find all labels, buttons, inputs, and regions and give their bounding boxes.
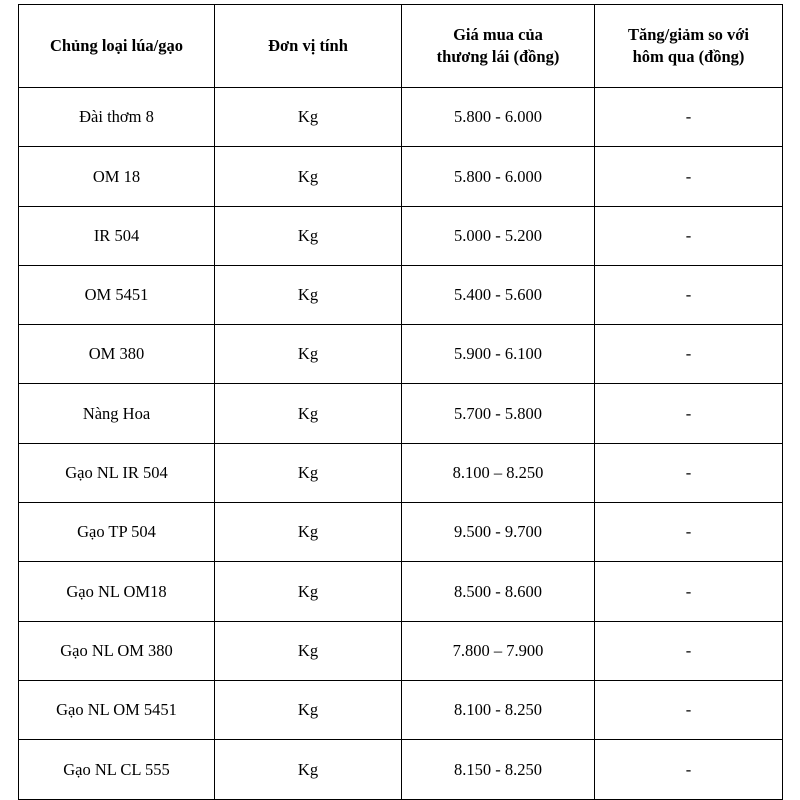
cell-change: - bbox=[595, 384, 783, 443]
table-row bbox=[19, 384, 783, 443]
table-row bbox=[19, 206, 783, 265]
cell-unit: Kg bbox=[215, 384, 402, 443]
cell-change: - bbox=[595, 88, 783, 147]
column-header-unit-line-1: Đơn vị tính bbox=[268, 36, 348, 56]
cell-rice-type: Gạo NL CL 555 bbox=[19, 740, 215, 799]
cell-rice-type: Gạo NL OM 380 bbox=[19, 621, 215, 680]
cell-change: - bbox=[595, 740, 783, 799]
cell-price: 5.800 - 6.000 bbox=[402, 147, 595, 206]
cell-price: 8.100 – 8.250 bbox=[402, 443, 595, 502]
table-header-row bbox=[19, 5, 783, 88]
table-row bbox=[19, 265, 783, 324]
cell-unit: Kg bbox=[215, 680, 402, 739]
column-header-price bbox=[402, 5, 595, 88]
table-row bbox=[19, 147, 783, 206]
cell-unit: Kg bbox=[215, 740, 402, 799]
cell-unit: Kg bbox=[215, 621, 402, 680]
table-body bbox=[19, 88, 783, 800]
table-row bbox=[19, 443, 783, 502]
cell-price: 8.500 - 8.600 bbox=[402, 562, 595, 621]
cell-unit: Kg bbox=[215, 265, 402, 324]
cell-change: - bbox=[595, 621, 783, 680]
cell-rice-type: Nàng Hoa bbox=[19, 384, 215, 443]
cell-change: - bbox=[595, 325, 783, 384]
cell-change: - bbox=[595, 147, 783, 206]
cell-price: 7.800 – 7.900 bbox=[402, 621, 595, 680]
cell-change: - bbox=[595, 503, 783, 562]
cell-rice-type: OM 18 bbox=[19, 147, 215, 206]
column-header-price-line-1: Giá mua của bbox=[453, 25, 543, 45]
cell-rice-type: Gạo NL OM18 bbox=[19, 562, 215, 621]
cell-rice-type: Gạo NL IR 504 bbox=[19, 443, 215, 502]
cell-change: - bbox=[595, 680, 783, 739]
cell-unit: Kg bbox=[215, 325, 402, 384]
cell-price: 8.100 - 8.250 bbox=[402, 680, 595, 739]
cell-change: - bbox=[595, 265, 783, 324]
column-header-price-line-2: thương lái (đồng) bbox=[436, 47, 560, 66]
rice-price-table bbox=[18, 4, 783, 800]
cell-unit: Kg bbox=[215, 147, 402, 206]
cell-price: 8.150 - 8.250 bbox=[402, 740, 595, 799]
column-header-rice-type bbox=[19, 5, 215, 88]
cell-rice-type: Gạo TP 504 bbox=[19, 503, 215, 562]
table-row bbox=[19, 503, 783, 562]
column-header-change-line-1: Tăng/giảm so với bbox=[628, 25, 749, 45]
table-row bbox=[19, 680, 783, 739]
cell-rice-type: OM 5451 bbox=[19, 265, 215, 324]
cell-rice-type: Đài thơm 8 bbox=[19, 88, 215, 147]
cell-price: 9.500 - 9.700 bbox=[402, 503, 595, 562]
column-header-change-line-2: hôm qua (đồng) bbox=[632, 47, 745, 66]
cell-rice-type: Gạo NL OM 5451 bbox=[19, 680, 215, 739]
cell-price: 5.000 - 5.200 bbox=[402, 206, 595, 265]
cell-unit: Kg bbox=[215, 443, 402, 502]
column-header-rice-type-line-1: Chủng loại lúa/gạo bbox=[50, 36, 183, 56]
cell-price: 5.700 - 5.800 bbox=[402, 384, 595, 443]
table-row bbox=[19, 562, 783, 621]
table-row bbox=[19, 88, 783, 147]
cell-unit: Kg bbox=[215, 206, 402, 265]
cell-change: - bbox=[595, 443, 783, 502]
cell-unit: Kg bbox=[215, 562, 402, 621]
cell-rice-type: IR 504 bbox=[19, 206, 215, 265]
table-row bbox=[19, 621, 783, 680]
cell-change: - bbox=[595, 206, 783, 265]
cell-unit: Kg bbox=[215, 88, 402, 147]
cell-price: 5.800 - 6.000 bbox=[402, 88, 595, 147]
table-row bbox=[19, 740, 783, 799]
table-row bbox=[19, 325, 783, 384]
column-header-unit bbox=[215, 5, 402, 88]
cell-change: - bbox=[595, 562, 783, 621]
cell-rice-type: OM 380 bbox=[19, 325, 215, 384]
table-header bbox=[19, 5, 783, 88]
cell-price: 5.400 - 5.600 bbox=[402, 265, 595, 324]
column-header-change bbox=[595, 5, 783, 88]
cell-unit: Kg bbox=[215, 503, 402, 562]
cell-price: 5.900 - 6.100 bbox=[402, 325, 595, 384]
